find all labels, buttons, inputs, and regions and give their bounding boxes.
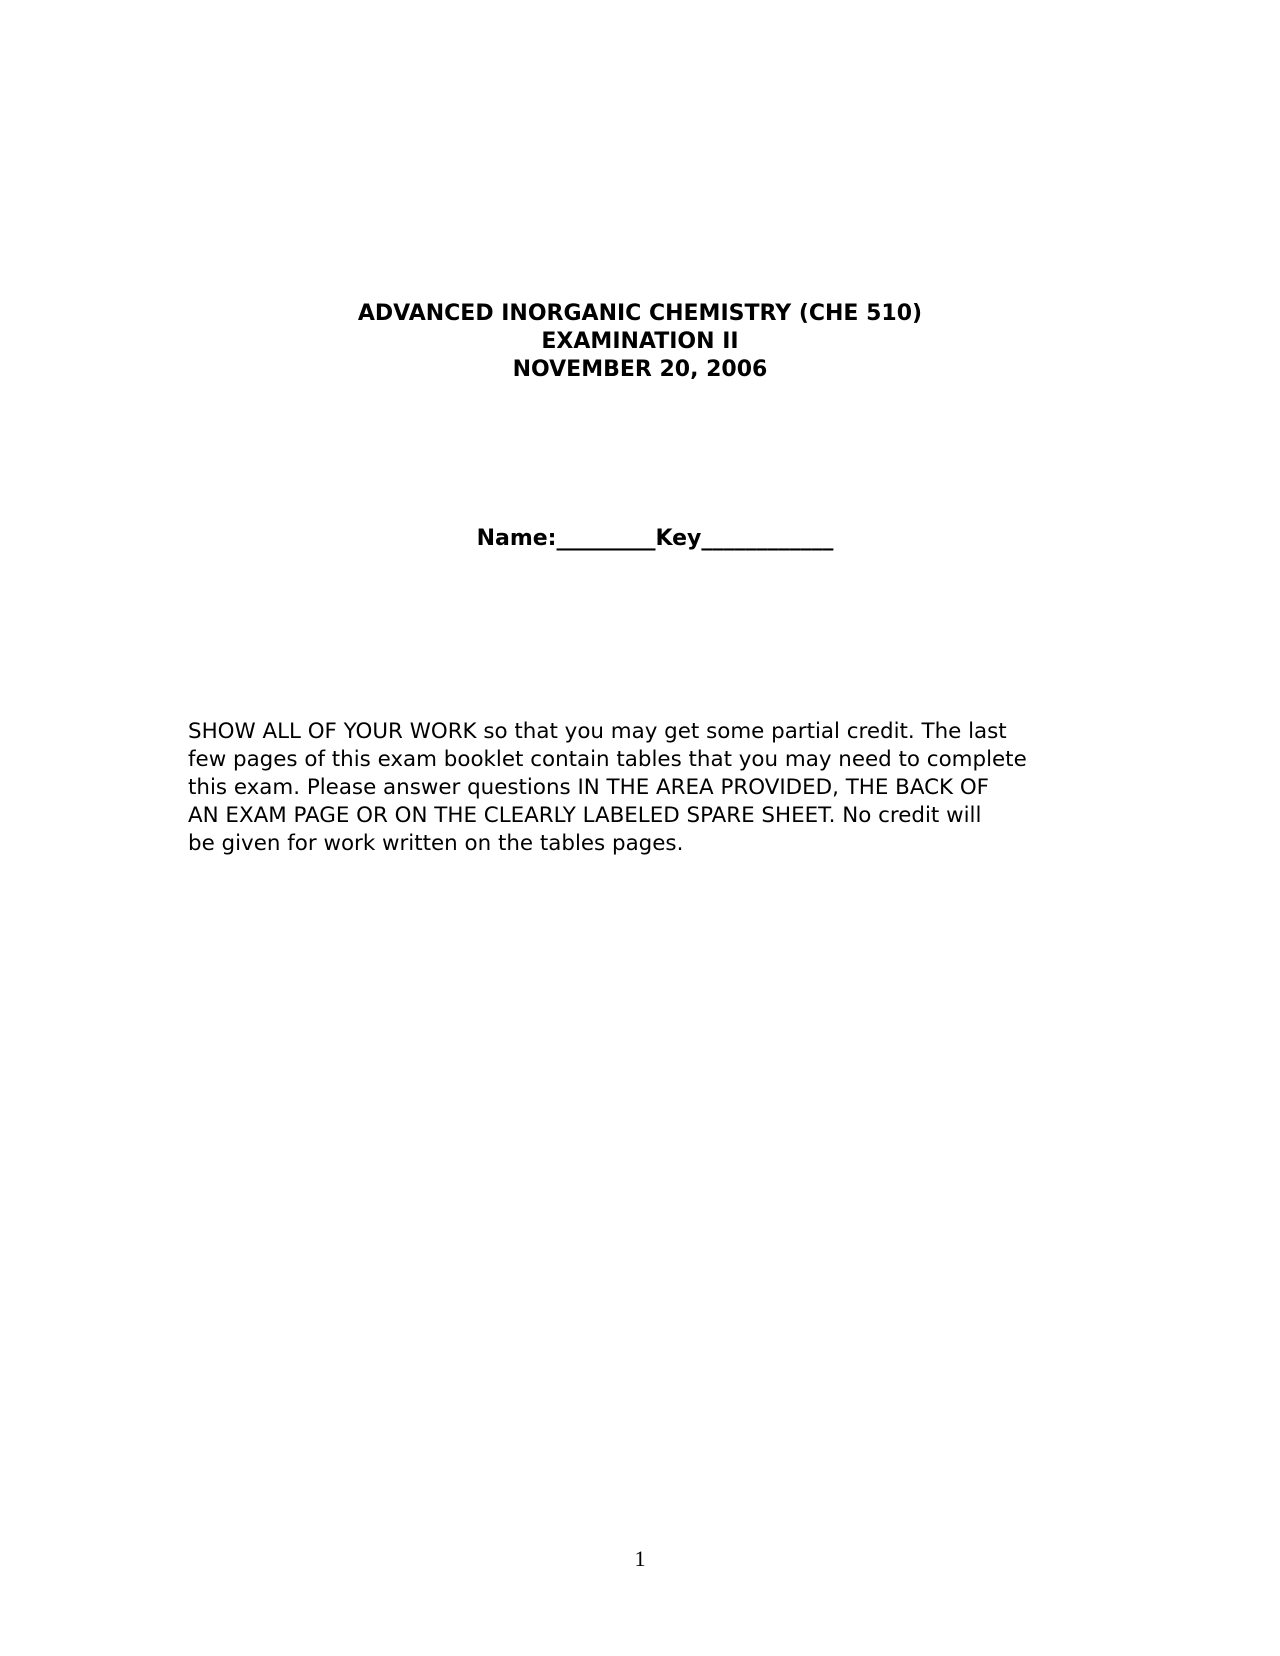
exam-header: [0, 300, 1280, 384]
instructions-line: few pages of this exam booklet contain tables that you may need to complete: [188, 747, 1027, 772]
instructions-line: be given for work written on the tables pages.: [188, 831, 684, 856]
instructions-line: SHOW ALL OF YOUR WORK so that you may get some partial credit. The last: [188, 719, 1007, 744]
exam-date: NOVEMBER 20, 2006: [512, 357, 768, 382]
page-number: 1: [634, 1546, 646, 1571]
instructions-line: AN EXAM PAGE OR ON THE CLEARLY LABELED SPARE SHEET. No credit will: [188, 803, 982, 828]
exam-title: EXAMINATION II: [541, 329, 739, 354]
exam-instructions: [188, 718, 1108, 858]
instructions-line: this exam. Please answer questions IN THE AREA PROVIDED, THE BACK OF: [188, 775, 989, 800]
course-title: ADVANCED INORGANIC CHEMISTRY (CHE 510): [357, 301, 923, 326]
student-name-field: Name:_________Key____________: [476, 526, 834, 551]
